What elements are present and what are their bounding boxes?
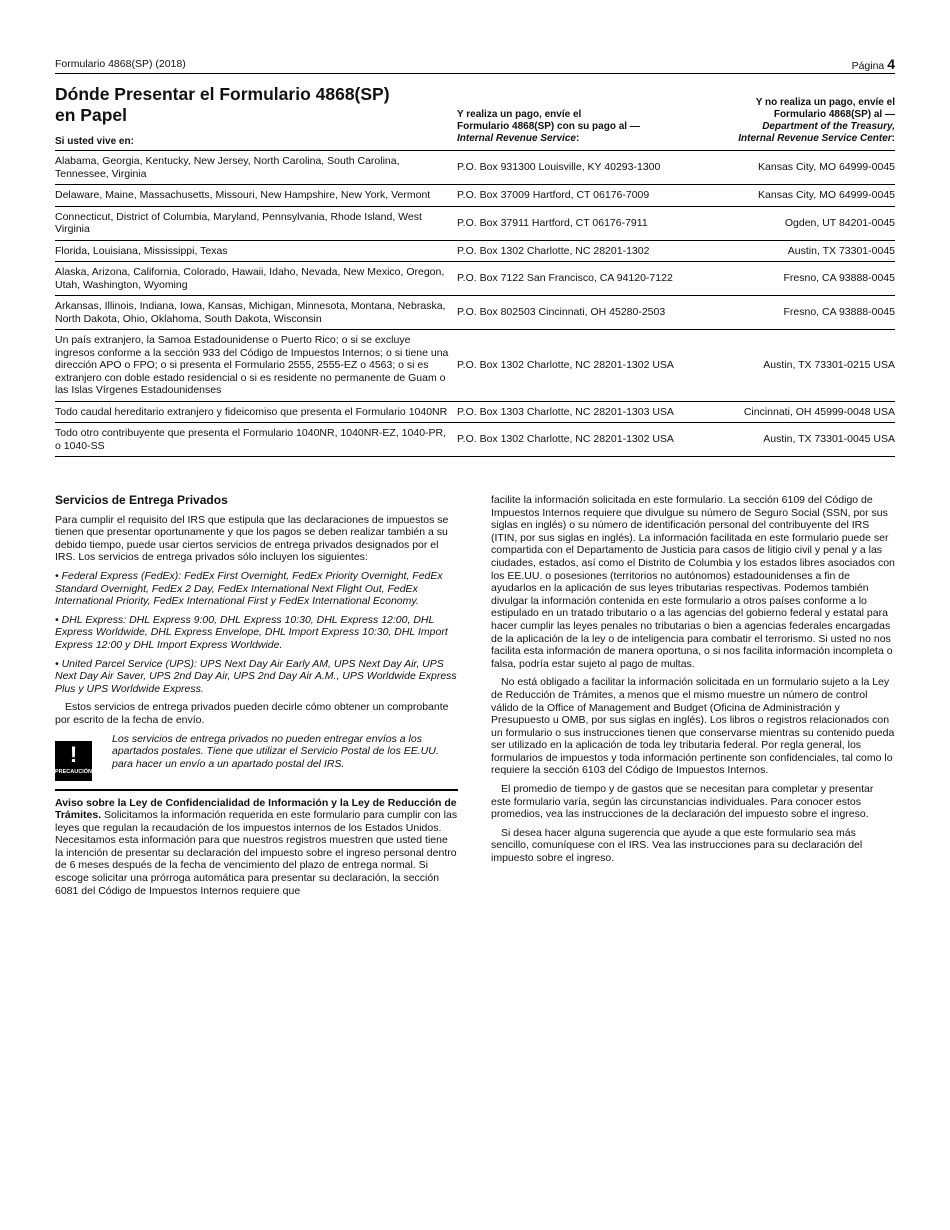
row-states: Un país extranjero, la Samoa Estadounidense o Puerto Rico; o si se excluye ingresos conforme a la sección 933 del Código de Impuestos Internos; o si tiene una dirección APO o FPO; o si presenta el Formulario 2555, 2555-EZ o 4563; o si es extranjero con doble estado residencial o si es residente no permanente de Guam o las Islas Vírgenes Estadounidenses	[55, 334, 449, 396]
delivery-intro: Para cumplir el requisito del IRS que estipula que las declaraciones de impuestos se tienen que presentar oportunamente y que los pagos se deben realizar también a su debido tiempo, puede usar ciertos servicios de entrega privados designados por el IRS. Los servicios de entrega privados sólo incluyen los siguientes:	[55, 513, 449, 564]
row-nopay-address: Fresno, CA 93888-0045	[783, 306, 895, 319]
row-pay-address: P.O. Box 37911 Hartford, CT 06176-7911	[457, 216, 648, 229]
page-number: 4	[887, 56, 895, 72]
page-header	[55, 56, 895, 74]
privacy-p1-text: Solicitamos la información requerida en este formulario para cumplir con las leyes que regulan la recaudación de los impuestos internos de los Estados Unidos. Necesitamos esta información para que nuestros registros muestren que usted tiene la intención de presentar su declaración del impuesto sobre el ingreso personal dentro de 6 meses después de la fecha de vencimiento del plazo de entrega normal. Si escoge solicitar una prórroga automática para presentar su declaración, la sección 6081 del Código de Impuestos Internos requiere que	[55, 809, 458, 897]
row-nopay-address: Austin, TX 73301-0215 USA	[763, 359, 895, 371]
column-header-nopay: Y no realiza un pago, envíe el Formulario 4868(SP) al — Department of the Treasury, Internal Revenue Service Center:	[655, 97, 895, 145]
row-nopay-address: Austin, TX 73301-0045	[787, 244, 895, 257]
row-states: Florida, Louisiana, Mississippi, Texas	[55, 244, 228, 257]
table-row	[55, 241, 895, 263]
column-header-pay: Y realiza un pago, envíe el Formulario 4868(SP) con su pago al — Internal Revenue Service:	[457, 109, 702, 145]
dhl-services: • DHL Express: DHL Express 9:00, DHL Express 10:30, DHL Express 12:00, DHL Express Worldwide, DHL Express Envelope, DHL Import Express 10:30, DHL Import Express 12:00 y DHL Import Express Worldwide.	[55, 613, 448, 651]
row-states: Arkansas, Illinois, Indiana, Iowa, Kansas, Michigan, Minnesota, Montana, Nebraska, North Dakota, Ohio, Oklahoma, South Dakota, Wisconsin	[55, 300, 446, 325]
row-states: Connecticut, District of Columbia, Maryland, Pennsylvania, Rhode Island, West Virginia	[55, 210, 422, 235]
form-id: Formulario 4868(SP) (2018)	[55, 58, 186, 70]
privacy-paragraph-4: El promedio de tiempo y de gastos que se necesitan para completar y presentar este formulario varía, según las circunstancias individuales. Para conocer estos promedios, vea las instrucciones de la declaración del impuesto sobre el ingreso.	[491, 783, 874, 821]
row-pay-address: P.O. Box 37009 Hartford, CT 06176-7009	[457, 189, 650, 201]
pay-header-line-1: Y realiza un pago, envíe el	[457, 109, 582, 120]
title-line-1: Dónde Presentar el Formulario 4868(SP)	[55, 84, 390, 104]
table-row	[55, 423, 895, 456]
caution-label: PRECAUCIÓN	[55, 768, 92, 775]
row-pay-address: P.O. Box 1302 Charlotte, NC 28201-1302 USA	[457, 433, 674, 446]
row-nopay-address: Fresno, CA 93888-0045	[783, 272, 895, 285]
warning-icon: !	[69, 741, 78, 767]
table-row	[55, 207, 895, 241]
row-nopay-address: Kansas City, MO 64999-0045	[758, 189, 895, 201]
delivery-closing: Estos servicios de entrega privados pueden decirle cómo obtener un comprobante por escrito de la fecha de envío.	[55, 701, 449, 726]
title-line-2: en Papel	[55, 105, 127, 125]
row-pay-address: P.O. Box 7122 San Francisco, CA 94120-7122	[457, 272, 673, 285]
page-number-label	[852, 56, 895, 72]
ups-services: • United Parcel Service (UPS): UPS Next Day Air Early AM, UPS Next Day Air, UPS Next Day Air Saver, UPS 2nd Day Air, UPS 2nd Day Air A.M., UPS Worldwide Express Plus y UPS Worldwide Express.	[55, 657, 457, 695]
pay-header-line-2: Formulario 4868(SP) con su pago al —	[457, 121, 640, 132]
caution-icon	[55, 741, 92, 781]
table-row	[55, 296, 895, 330]
privacy-paragraph-5: Si desea hacer alguna sugerencia que ayude a que este formulario sea más sencillo, comuníquese con el IRS. Vea las instrucciones para su declaración del impuesto sobre el ingreso.	[491, 826, 863, 865]
right-column	[491, 494, 895, 871]
row-nopay-address: Cincinnati, OH 45999-0048 USA	[743, 405, 895, 418]
page-word: Página	[851, 60, 885, 72]
pay-header-line-3: Internal Revenue Service	[457, 133, 576, 144]
table-row	[55, 151, 895, 185]
address-table	[55, 150, 895, 457]
section-divider	[55, 789, 458, 791]
nopay-header-line-2: Formulario 4868(SP) al —	[773, 109, 895, 120]
row-states: Alaska, Arizona, California, Colorado, Hawaii, Idaho, Nevada, New Mexico, Oregon, Utah, Washington, Wyoming	[55, 266, 445, 291]
fedex-services: • Federal Express (FedEx): FedEx First Overnight, FedEx Priority Overnight, FedEx Standard Overnight, FedEx 2 Day, FedEx International Next Flight Out, FedEx International Priority, FedEx International First y FedEx International Economy.	[55, 569, 443, 608]
row-pay-address: P.O. Box 1303 Charlotte, NC 28201-1303 USA	[457, 405, 674, 418]
privacy-paragraph-3: No está obligado a facilitar la información solicitada en un formulario sujeto a la Ley de Reducción de Trámites, a menos que el mismo muestre un número de control válido de la Office of Management and Budget (Oficina de Administración y Presupuesto u OMB, por sus siglas en inglés). Los libros o registros relacionados con un formulario o sus instrucciones tienen que conservarse mientras su contenido pueda ser utilizado en la aplicación de toda ley tributaria federal. Por regla general, los formularios de impuestos y toda información pertinente son confidenciales, tal como lo requiere la sección 6103 del Código de Impuestos Internos.	[491, 676, 895, 777]
left-column	[55, 494, 458, 903]
delivery-heading: Servicios de Entrega Privados	[55, 493, 228, 507]
nopay-header-line-3: Department of the Treasury,	[762, 121, 895, 132]
nopay-header-line-1: Y no realiza un pago, envíe el	[755, 97, 895, 108]
table-row	[55, 262, 895, 296]
privacy-paragraph-1	[55, 797, 458, 898]
row-nopay-address: Kansas City, MO 64999-0045	[758, 161, 895, 174]
row-pay-address: P.O. Box 1302 Charlotte, NC 28201-1302	[457, 244, 650, 257]
row-pay-address: P.O. Box 1302 Charlotte, NC 28201-1302 USA	[457, 359, 674, 371]
page-title	[55, 84, 455, 126]
row-pay-address: P.O. Box 802503 Cincinnati, OH 45280-2503	[457, 306, 666, 319]
table-row	[55, 402, 895, 424]
caution-box	[55, 733, 458, 781]
row-pay-address: P.O. Box 931300 Louisville, KY 40293-1300	[457, 161, 661, 174]
caution-text: Los servicios de entrega privados no pueden entregar envíos a los apartados postales. Tiene que utilizar el Servicio Postal de los EE.UU. para hacer un envío a un apartado postal del IRS.	[112, 732, 439, 770]
nopay-header-line-4: Internal Revenue Service Center	[738, 133, 892, 144]
row-nopay-address: Austin, TX 73301-0045 USA	[763, 433, 895, 446]
row-states: Delaware, Maine, Massachusetts, Missouri, New Hampshire, New York, Vermont	[55, 189, 431, 201]
privacy-title: Aviso sobre la Ley de Confidencialidad de Información y la Ley de Reducción de Trámites.	[55, 796, 457, 822]
table-row	[55, 330, 895, 402]
row-states: Todo otro contribuyente que presenta el Formulario 1040NR, 1040NR-EZ, 1040-PR, o 1040-SS	[55, 427, 447, 452]
privacy-paragraph-2: facilite la información solicitada en este formulario. La sección 6109 del Código de Impuestos Internos requiere que divulgue su número de Seguro Social (SSN, por sus siglas en inglés) o su número de identificación personal del contribuyente del IRS (ITIN, por sus siglas en inglés). La información facilitada en este formulario puede ser compartida con el Departamento de Justicia para casos de litigio civil y penal y a las ciudades, estados, así como el Distrito de Columbia y los estados libres asociados con los EE.UU. o posesiones (territorios no autónomos) estadounidenses a fin de ayudarlos en la aplicación de sus leyes tributarias respectivas. Podemos también divulgar la información contenida en este formulario a otros países conforme a lo estipulado en un tratado tributario o a las agencias del gobierno federal y estatal para hacer cumplir las leyes penales no tributarias o bien a agencias federales encargadas de la aplicación de la ley o de inteligencia para combatir el terrorismo. Si usted no nos facilita esta información de manera oportuna, o si nos facilita información incompleta o falsa, podría estar sujeto al pago de multas.	[491, 494, 895, 670]
row-nopay-address: Ogden, UT 84201-0045	[784, 216, 895, 229]
row-states: Todo caudal hereditario extranjero y fideicomiso que presenta el Formulario 1040NR	[55, 405, 448, 418]
row-states: Alabama, Georgia, Kentucky, New Jersey, North Carolina, South Carolina, Tennessee, Virginia	[55, 155, 400, 180]
column-header-live: Si usted vive en:	[55, 136, 134, 147]
table-row	[55, 185, 895, 207]
